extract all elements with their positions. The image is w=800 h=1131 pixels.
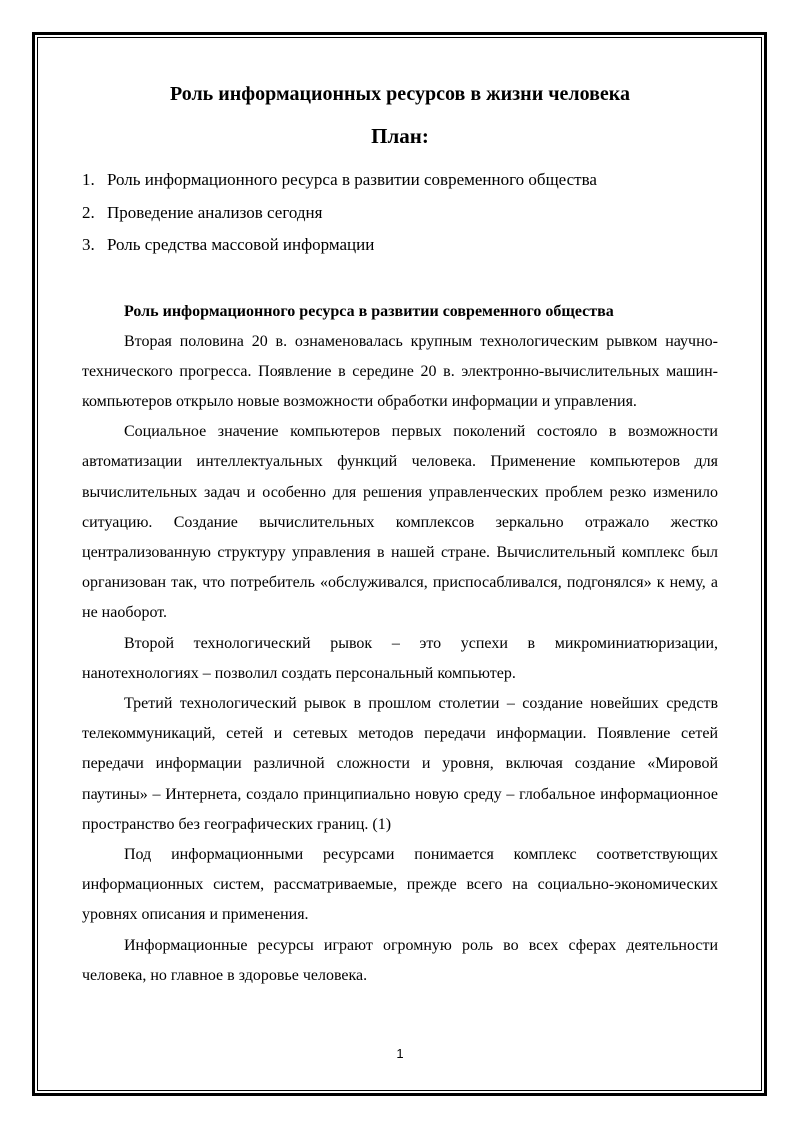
plan-item-number: 3. (82, 235, 95, 254)
plan-item (82, 229, 718, 262)
paragraph: Социальное значение компьютеров первых поколений состояло в возможности автоматизации интеллектуальных функций человека. Применение компьютеров для вычислительных задач и особенно для решения управленческих проблем резко изменило ситуацию. Создание вычислительных комплексов зеркально отражало жестко централизованную структуру управления в нашей стране. Вычислительный комплекс был организован так, что потребитель «обслуживался, приспосабливался, подгонялся» к нему, а не наоборот. (82, 423, 718, 622)
paragraph: Информационные ресурсы играют огромную роль во всех сферах деятельности человека, но главное в здоровье человека. (82, 936, 718, 984)
plan-item-text: Роль информационного ресурса в развитии современного общества (107, 170, 597, 189)
plan-item-number: 1. (82, 170, 95, 189)
plan-item-text: Роль средства массовой информации (107, 235, 375, 254)
section-heading: Роль информационного ресурса в развитии современного общества (124, 302, 614, 320)
document-body (82, 80, 718, 991)
plan-heading: План: (371, 124, 429, 148)
paragraph: Вторая половина 20 в. ознаменовалась крупным технологическим рывком научно-технического прогресса. Появление в середине 20 в. электронно-вычислительных машин-компьютеров открыло новые возможности обработки информации и управления. (82, 332, 718, 410)
page-number: 1 (396, 1046, 404, 1061)
plan-item (82, 164, 718, 197)
plan-list (82, 164, 718, 262)
plan-item-text: Проведение анализов сегодня (107, 202, 323, 222)
paragraph: Второй технологический рывок – это успехи в микроминиатюризации, нанотехнологиях – позволил создать персональный компьютер. (82, 634, 718, 682)
paragraph: Третий технологический рывок в прошлом столетии – создание новейших средств телекоммуникаций, сетей и сетевых методов передачи информации. Появление сетей передачи информации различной сложности и уровня, включая создание «Мировой паутины» – Интернета, создало принципиально новую среду – глобальное информационное пространство без географических границ. (1) (82, 694, 718, 833)
plan-item-number: 2. (82, 202, 95, 222)
paragraph: Под информационными ресурсами понимается комплекс соответствующих информационных систем, рассматриваемые, прежде всего на социально-экономических уровнях описания и применения. (82, 845, 718, 924)
plan-item (82, 197, 718, 230)
document-title: Роль информационных ресурсов в жизни человека (170, 83, 630, 105)
